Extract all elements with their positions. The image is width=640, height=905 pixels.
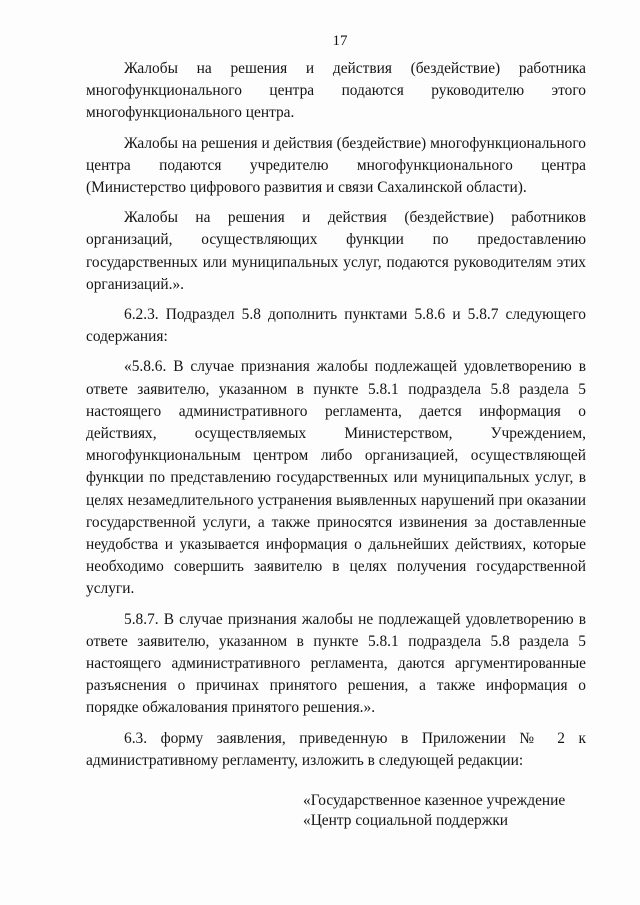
document-body	[86, 58, 586, 778]
form-heading-line: «Центр социальной поддержки	[303, 812, 509, 829]
form-heading-line: «Государственное казенное учреждение	[303, 792, 566, 809]
paragraph-mfc-complaints: Жалобы на решения и действия (бездействие) многофункционального центра подаются учредителю многофункционального центра (Министерство цифрового развития и связи Сахалинской области).	[86, 134, 586, 197]
paragraph-5-8-6: «5.8.6. В случае признания жалобы подлежащей удовлетворению в ответе заявителю, указанном в пункте 5.8.1 подраздела 5.8 раздела 5 настоящего административного регламента, дается информация о действиях, осуществляемых Министерством, Учреждением, многофункциональным центром либо организацией, осуществляющей функции по представлению государственных или муниципальных услуг, в целях незамедлительного устранения выявленных нарушений при оказании государственной услуги, а также приносятся извинения за доставленные неудобства и указывается информация о дальнейших действиях, которые необходимо совершить заявителю в целях получения государственной услуги.	[86, 358, 586, 598]
paragraph-organization-complaints: Жалобы на решения и действия (бездействие) работников организаций, осуществляющих функции по предоставлению государственных или муниципальных услуг, подаются руководителям этих организаций.».	[86, 209, 586, 293]
paragraph-6-2-3: 6.2.3. Подраздел 5.8 дополнить пунктами 5.8.6 и 5.8.7 следующего содержания:	[86, 306, 586, 346]
form-heading-block	[303, 791, 565, 831]
paragraph-6-3: 6.3. форму заявления, приведенную в Приложении № 2 к административному регламенту, изложить в следующей редакции:	[86, 729, 586, 769]
paragraph-5-8-7: 5.8.7. В случае признания жалобы не подлежащей удовлетворению в ответе заявителю, указанном в пункте 5.8.1 подраздела 5.8 раздела 5 настоящего административного регламента, даются аргументированные разъяснения о причинах принятого решения, а также информация о порядке обжалования принятого решения.».	[86, 610, 586, 717]
paragraph-mfc-employee-complaints: Жалобы на решения и действия (бездействие) работника многофункционального центра подаются руководителю этого многофункционального центра.	[86, 60, 586, 122]
page-number: 17	[332, 33, 348, 49]
